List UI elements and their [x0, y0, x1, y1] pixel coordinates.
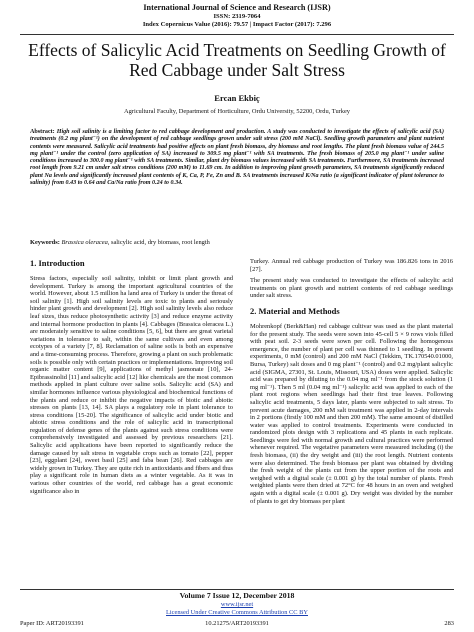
journal-title: International Journal of Science and Research (IJSR)	[143, 3, 331, 12]
journal-index: Index Copernicus Value (2016): 79.57 | Impact Factor (2017): 7.296	[142, 21, 332, 28]
study-aim-paragraph: The present study was conducted to investigate the effects of salicylic acid treatments on plant growth and nutrient contents of red cabbage seedlings under salt stress.	[250, 277, 453, 300]
keywords-rest: , salicylic acid, dry biomass, root length	[107, 239, 210, 246]
author-affiliation: Agricultural Faculty, Department of Horticulture, Ordu University, 52200, Ordu, Turkey	[124, 108, 350, 115]
footer-volume: Volume 7 Issue 12, December 2018	[179, 591, 295, 600]
methods-paragraph: Mohrenkopf (Berk&Han) red cabbage cultivar was used as the plant material for the present study. The seeds were sown into 45-cell 5 × 9 rows viols filled with peat soil. 2-3 seeds were sown per cell. Following the homogenous emergence, the number of plant per cell was thinned to 1 seedling. In present experiments, 0 mM (control) and 200 mM NaCl (Tekkim, TK.170540.01000, Bursa, Turkey) salt doses and 0 mg plant⁻¹ (control) and 0.2 mg/plant salicylic acid (SIGMA, 27301, St. Louis, Missouri, USA) doses were applied. Salicylic acid was prepared by diluting to the 0.04 mg ml⁻¹ from the stock solution (1 mg ml⁻¹). Then 5 ml (0.04 mg ml⁻¹) salicylic acid was applied to each of the plant root regions when seedlings had their first true leaves. Following salicylic acid treatments, 5 days later, plants were subjected to salt stress. To prevent acute damages, 200 mM salt treatment was applied in 2-day intervals in 2 portions (firstly 100 mM and then 200 mM). The same amount of distilled water was applied to control treatments. Experiments were conducted in randomized plots design with 3 replications and 45 plants in each replicate. Seedlings were fed with normal growth and cultural practices were performed whenever required. The vegetative parameters were measured including (i) the fresh biomass, (ii) the dry weight and (iii) the root length. Nutrient contents were also determined. The fresh biomass per plant was obtained by dividing the fresh weight of the plants cut from the upper portion of the roots and weighed with a digital scale (± 0.001 g) by the total number of plants. Fresh weighted plants were then dried at 72°C for 48 hours in an oven and weighed again with a digital scale (± 0.001 g). Dry weight was divided by the number of plants to get dry biomass per plant	[250, 322, 453, 505]
abstract	[30, 129, 444, 187]
license-link[interactable]: Licensed Under Creative Commons Attribution CC BY	[166, 609, 308, 616]
keywords	[30, 239, 444, 247]
keywords-label: Keywords:	[30, 239, 60, 246]
intro-continued-paragraph: Turkey. Annual red cabbage production of Turkey was 186.826 tons in 2016 [27].	[250, 258, 453, 273]
section-heading-methods: 2. Material and Methods	[250, 305, 340, 316]
journal-url-link[interactable]: www.ijsr.net	[220, 601, 254, 608]
abstract-text: High soil salinity is a limiting factor to red cabbage development and production. A study was conducted to investigate the effects of salicylic acid (SA) treatments (0.2 mg plant⁻¹) on the development of red cabbage seedlings grown under salt stress (200 mM NaCl). Seedling growth parameters and plant nutrient contents were measured. Salicylic acid treatments had positive effects on plant fresh biomass, dry biomass and root lengths. The plant fresh biomass value of 244.5 mg plant⁻¹ under the control (zero application of SA) increased to 309.5 mg plant⁻¹ with SA treatments. The fresh biomass of 205.0 mg plant⁻¹ under saline conditions increased to 300.0 mg plant⁻¹ with SA treatments. Similar, plant dry biomass values increased with SA treatments. Furthermore, SA treatments increased root length from 9.21 cm under salt stress conditions (200 mM) to 11.69 cm. In addition to improving plant growth parameters, SA treatments significantly reduced plant Na levels and significantly increased plant contents of K, Ca, P, Fe, Zn and B. SA treatments increased K/Na ratio (a significant indicator of plant tolerance to salinity) from 0.43 to 0.64 and Ca/Na ratio from 0.24 to 0.34.	[30, 129, 444, 187]
section-heading-introduction: 1. Introduction	[30, 258, 85, 268]
paper-title: Effects of Salicylic Acid Treatments on Seedling Growth of Red Cabbage under Salt Stress	[28, 40, 446, 80]
abstract-label: Abstract:	[30, 129, 55, 135]
left-column	[30, 258, 233, 499]
keywords-species: Brassica oleracea	[61, 239, 108, 246]
footer-divider	[20, 589, 454, 590]
journal-header	[0, 3, 474, 29]
right-column	[250, 258, 453, 509]
intro-paragraph: Stress factors, especially soil salinity, inhibit or limit plant growth and development. Turkey is among the important agricultural countries of the world. However, about 1.5 million ha land area of Turkey is under the threat of soil salinity [1]. High soil salinity levels are toxic to plants and seriously hinder plant growth and development [2]. High soil salinity levels also reduce leaf sizes, thus reduce photosynthetic activity [3] and reduce enzyme activity and internal hormone production in plants [4]. Cabbages (Brassica oleracea L.) are moderately sensitive to saline conditions [5, 6], but there are great varietal variations in tolerance to salt, within the same cultivars and even among ecotypes of a variety [7, 8]. Reclamation of saline soils is both an expensive and a time-consuming process. Therefore, growing a plant on such problematic soils is possible only with certain practices or implementations. Improving soil organic matter content [9], applications of methyl jasmonate [10], 24-Epibrassinolid [11] and salicylic acid [12] like chemicals are the most common methods applied in plant culture over saline soils. Salicylic acid (SA) and similar hormones influence various physiological and biochemical functions of the plants and reduce or inhibit the negative impacts of biotic and abiotic stresses on plants [13, 14]. SA plays a regulatory role in plant tolerance to stress conditions [15-20]. The significance of salicylic acid under biotic and abiotic stress conditions and the role of salicylic acid in transcriptional regulation of defense genes of the plants against such stress conditions were comprehensively investigated and assessed by previous researchers [21]. Salicylic acid applications have been reported to significantly reduce the damage caused by salt stress in vegetable crops such as tomato [22], pepper [23], eggplant [24], sweet basil [25] and faba bean [26]. Red cabbages are widely grown in Turkey. They are quite rich in antioxidants and fibers and thus play a significant role in human diets as a winter vegetable. As it was in various other countries of the world, red cabbage has a great economic significance also in	[30, 275, 233, 495]
header-divider	[20, 34, 454, 35]
author-name: Ercan Ekbiç	[214, 93, 260, 103]
doi-link[interactable]: 10.21275/ART20193391	[205, 620, 269, 627]
journal-issn: ISSN: 2319-7064	[213, 13, 261, 20]
page-number: 283	[444, 620, 454, 627]
paper-id: Paper ID: ART20193391	[20, 620, 84, 627]
